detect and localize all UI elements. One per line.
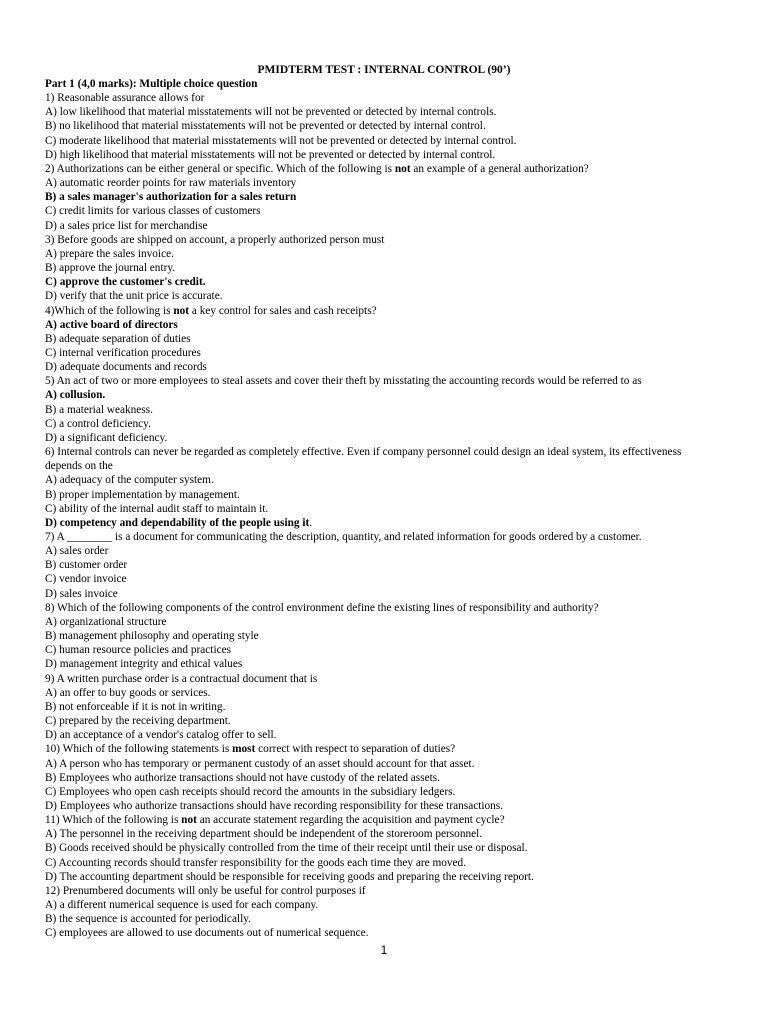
text-run: A) A person who has temporary or permanent custody of an asset should account for that asset. bbox=[45, 757, 475, 770]
text-run: an accurate statement regarding the acquisition and payment cycle? bbox=[196, 814, 505, 827]
text-run: . bbox=[309, 516, 313, 529]
text-run: A) an offer to buy goods or services. bbox=[45, 686, 211, 699]
text-line bbox=[45, 615, 725, 629]
text-run: A) sales order bbox=[45, 545, 109, 558]
text-run: 2) Authorizations can be either general or specific. Which of the following is bbox=[45, 162, 395, 175]
text-line bbox=[45, 346, 725, 360]
text-run: 4)Which of the following is bbox=[45, 304, 174, 317]
text-line bbox=[45, 119, 725, 133]
bold-text: B) a sales manager's authorization for a sales return bbox=[45, 191, 297, 204]
text-line bbox=[45, 374, 725, 388]
bold-text: A) active board of directors bbox=[45, 318, 178, 331]
page-title: PMIDTERM TEST : INTERNAL CONTROL (90’) bbox=[257, 64, 511, 76]
text-line bbox=[45, 105, 725, 119]
text-line bbox=[45, 672, 725, 686]
text-run: C) moderate likelihood that material misstatements will not be prevented or detected by internal control. bbox=[45, 134, 517, 147]
text-line bbox=[45, 148, 725, 162]
text-line bbox=[45, 813, 725, 827]
bold-text: most bbox=[232, 743, 256, 756]
bold-text: not bbox=[181, 814, 197, 827]
text-line bbox=[45, 827, 725, 841]
text-run: B) Employees who authorize transactions should not have custody of the related assets. bbox=[45, 771, 440, 784]
text-line bbox=[45, 785, 725, 799]
text-line bbox=[45, 431, 725, 445]
bold-text: D) competency and dependability of the people using it bbox=[45, 516, 310, 529]
text-line bbox=[45, 318, 725, 332]
text-line bbox=[45, 219, 725, 233]
text-line bbox=[45, 134, 725, 148]
text-line bbox=[45, 686, 725, 700]
text-line bbox=[45, 643, 725, 657]
text-run: D) a sales price list for merchandise bbox=[45, 219, 208, 232]
text-line bbox=[45, 473, 725, 487]
text-line bbox=[45, 91, 725, 105]
text-line bbox=[45, 289, 725, 303]
text-run: A) prepare the sales invoice. bbox=[45, 247, 174, 260]
text-line bbox=[45, 502, 725, 516]
text-line bbox=[45, 459, 725, 473]
text-run: D) The accounting department should be responsible for receiving goods and preparing the receiving report. bbox=[45, 870, 534, 883]
text-line bbox=[45, 742, 725, 756]
question-content bbox=[45, 77, 725, 941]
text-run: 8) Which of the following components of the control environment define the existing lines of responsibility and authority? bbox=[45, 601, 599, 614]
text-line bbox=[45, 233, 725, 247]
text-run: C) internal verification procedures bbox=[45, 346, 201, 359]
text-line bbox=[45, 926, 725, 940]
text-run: 9) A written purchase order is a contractual document that is bbox=[45, 672, 318, 685]
text-line bbox=[45, 403, 725, 417]
text-line bbox=[45, 898, 725, 912]
text-line bbox=[45, 856, 725, 870]
text-line bbox=[45, 912, 725, 926]
text-run: B) no likelihood that material misstatements will not be prevented or detected by internal control. bbox=[45, 120, 486, 133]
text-run: depends on the bbox=[45, 460, 113, 473]
text-run: A) adequacy of the computer system. bbox=[45, 474, 214, 487]
question-lines bbox=[45, 91, 725, 940]
text-run: A) a different numerical sequence is used for each company. bbox=[45, 899, 319, 912]
text-run: D) adequate documents and records bbox=[45, 361, 207, 374]
bold-text: C) approve the customer's credit. bbox=[45, 276, 206, 289]
text-run: C) prepared by the receiving department. bbox=[45, 715, 231, 728]
text-run: C) Employees who open cash receipts should record the amounts in the subsidiary ledgers. bbox=[45, 785, 456, 798]
text-run: A) automatic reorder points for raw materials inventory bbox=[45, 177, 297, 190]
text-line bbox=[45, 445, 725, 459]
text-run: B) adequate separation of duties bbox=[45, 332, 191, 345]
text-line bbox=[45, 558, 725, 572]
text-line bbox=[45, 700, 725, 714]
text-line bbox=[45, 587, 725, 601]
text-run: C) human resource policies and practices bbox=[45, 644, 232, 657]
text-line bbox=[45, 544, 725, 558]
bold-text: not bbox=[394, 162, 411, 175]
text-line bbox=[45, 629, 725, 643]
text-run: 3) Before goods are shipped on account, a properly authorized person must bbox=[45, 233, 385, 246]
text-run: D) management integrity and ethical values bbox=[45, 658, 243, 671]
text-run: B) proper implementation by management. bbox=[45, 488, 240, 501]
text-line bbox=[45, 190, 725, 204]
text-run: C) credit limits for various classes of customers bbox=[45, 205, 261, 218]
text-line bbox=[45, 601, 725, 615]
text-run: an example of a general authorization? bbox=[410, 162, 589, 175]
text-run: A) The personnel in the receiving department should be independent of the storeroom personnel. bbox=[45, 828, 483, 841]
text-run: a key control for sales and cash receipts? bbox=[189, 304, 377, 317]
text-line bbox=[45, 516, 725, 530]
text-run: B) not enforceable if it is not in writing. bbox=[45, 700, 226, 713]
text-run: D) Employees who authorize transactions should have recording responsibility for these transactions. bbox=[45, 799, 504, 812]
text-line bbox=[45, 714, 725, 728]
text-run: B) approve the journal entry. bbox=[45, 262, 176, 275]
text-line bbox=[45, 204, 725, 218]
text-line bbox=[45, 572, 725, 586]
bold-text: not bbox=[173, 304, 190, 317]
text-line bbox=[45, 388, 725, 402]
text-run: C) vendor invoice bbox=[45, 573, 127, 586]
text-run: B) customer order bbox=[45, 559, 128, 572]
text-line bbox=[45, 657, 725, 671]
text-line bbox=[45, 176, 725, 190]
text-line bbox=[45, 488, 725, 502]
text-run: D) sales invoice bbox=[45, 587, 118, 600]
text-run: 10) Which of the following statements is bbox=[45, 743, 233, 756]
text-run: C) Accounting records should transfer responsibility for the goods each time they are moved. bbox=[45, 856, 467, 869]
text-line bbox=[45, 757, 725, 771]
text-line bbox=[45, 275, 725, 289]
text-line bbox=[45, 332, 725, 346]
bold-text: A) collusion. bbox=[45, 389, 106, 402]
text-line bbox=[45, 884, 725, 898]
text-run: 7) A ________ is a document for communicating the description, quantity, and related information for goods ordered by a customer. bbox=[45, 531, 642, 543]
text-run: D) verify that the unit price is accurate. bbox=[45, 290, 223, 303]
text-run: B) Goods received should be physically controlled from the time of their receipt until their use or disposal. bbox=[45, 842, 528, 855]
page-number: 1 bbox=[380, 943, 388, 957]
text-line bbox=[45, 841, 725, 855]
text-line bbox=[45, 304, 725, 318]
text-run: correct with respect to separation of duties? bbox=[255, 743, 456, 756]
text-run: 1) Reasonable assurance allows for bbox=[45, 92, 205, 105]
text-line bbox=[45, 247, 725, 261]
text-line bbox=[45, 530, 725, 544]
text-line bbox=[45, 799, 725, 813]
text-line bbox=[45, 162, 725, 176]
text-run: D) a significant deficiency. bbox=[45, 431, 168, 444]
text-run: 5) An act of two or more employees to steal assets and cover their theft by misstating the accounting records would be referred to as bbox=[45, 375, 642, 388]
text-run: B) management philosophy and operating style bbox=[45, 630, 259, 643]
text-line bbox=[45, 728, 725, 742]
text-run: B) a material weakness. bbox=[45, 403, 153, 416]
text-run: A) low likelihood that material misstatements will not be prevented or detected by internal controls. bbox=[45, 106, 497, 119]
part-heading: Part 1 (4,0 marks): Multiple choice question bbox=[45, 78, 258, 90]
text-line bbox=[45, 771, 725, 785]
text-run: B) the sequence is accounted for periodically. bbox=[45, 913, 251, 926]
text-run: D) an acceptance of a vendor's catalog offer to sell. bbox=[45, 729, 277, 742]
text-run: 6) Internal controls can never be regarded as completely effective. Even if company personnel could design an ideal system, its effectiveness bbox=[45, 446, 682, 459]
text-run: C) ability of the internal audit staff to maintain it. bbox=[45, 502, 269, 515]
text-run: 11) Which of the following is bbox=[45, 814, 182, 827]
text-line bbox=[45, 870, 725, 884]
text-line bbox=[45, 261, 725, 275]
text-line bbox=[45, 360, 725, 374]
text-run: D) high likelihood that material misstatements will not be prevented or detected by internal control. bbox=[45, 148, 496, 161]
text-run: 12) Prenumbered documents will only be useful for control purposes if bbox=[45, 884, 366, 897]
text-run: C) a control deficiency. bbox=[45, 417, 151, 430]
text-run: C) employees are allowed to use documents out of numerical sequence. bbox=[45, 927, 369, 940]
text-line bbox=[45, 417, 725, 431]
text-run: A) organizational structure bbox=[45, 615, 167, 628]
